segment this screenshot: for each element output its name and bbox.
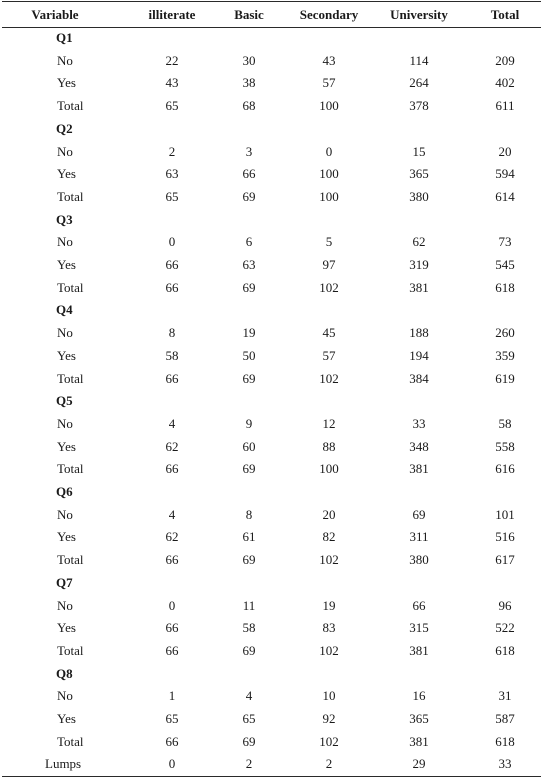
cell-university: 62 <box>412 234 426 250</box>
cell-university: 381 <box>409 461 429 477</box>
cell-university: 264 <box>409 75 429 91</box>
row-label: Yes <box>57 711 76 726</box>
table-row <box>0 685 544 707</box>
table-row <box>0 526 544 548</box>
cell-basic: 19 <box>242 325 256 341</box>
cell-illiterate: 22 <box>165 52 179 68</box>
row-label: No <box>57 415 73 431</box>
header-basic: Basic <box>234 7 264 22</box>
cell-basic: 8 <box>245 506 253 522</box>
group-header-row <box>0 390 544 412</box>
cell-university: 365 <box>409 711 429 726</box>
group-header-row <box>0 572 544 594</box>
group-header-row <box>0 209 544 231</box>
cell-total: 614 <box>495 188 515 204</box>
table-row <box>0 277 544 299</box>
group-label: Q2 <box>56 120 73 136</box>
table-row <box>0 141 544 163</box>
cell-basic: 50 <box>242 347 256 363</box>
cell-basic: 69 <box>242 370 256 386</box>
cell-total: 617 <box>495 552 515 568</box>
cell-total: 73 <box>498 234 512 250</box>
cell-total: 209 <box>495 52 515 68</box>
cell-secondary: 102 <box>319 733 339 749</box>
cell-total: 260 <box>495 325 515 341</box>
cell-university: 380 <box>409 552 429 568</box>
cell-secondary: 10 <box>322 688 336 704</box>
cell-university: 29 <box>412 756 426 772</box>
cell-university: 188 <box>409 325 429 341</box>
cell-secondary: 100 <box>319 98 339 114</box>
cell-total: 359 <box>495 347 515 363</box>
group-label: Q3 <box>56 211 73 227</box>
group-header-row <box>0 299 544 321</box>
table-row <box>0 731 544 753</box>
cell-basic: 69 <box>242 642 256 658</box>
row-label: Total <box>57 279 84 295</box>
cell-secondary: 82 <box>322 529 336 545</box>
table-header-row <box>0 4 544 26</box>
cell-university: 66 <box>412 597 426 613</box>
group-label: Q6 <box>56 484 73 499</box>
cell-total: 545 <box>495 257 515 272</box>
cell-basic: 6 <box>245 234 253 250</box>
cell-secondary: 88 <box>322 438 336 454</box>
row-label: Yes <box>57 166 76 182</box>
cell-total: 619 <box>495 370 515 386</box>
cell-university: 311 <box>409 529 429 545</box>
cell-secondary: 102 <box>319 279 339 295</box>
table-row <box>0 186 544 208</box>
row-label: Yes <box>57 347 76 363</box>
cell-basic: 60 <box>242 438 256 454</box>
row-label: Yes <box>57 529 76 545</box>
cell-basic: 66 <box>242 166 256 182</box>
table-row <box>0 436 544 458</box>
cell-secondary: 43 <box>322 52 336 68</box>
row-label: Total <box>57 461 84 477</box>
lumps-row <box>0 753 544 775</box>
row-label: Lumps <box>45 756 82 772</box>
cell-total: 522 <box>495 620 515 636</box>
cell-secondary: 100 <box>319 166 339 182</box>
row-label: Total <box>57 552 84 568</box>
cell-total: 594 <box>495 166 515 182</box>
cell-illiterate: 66 <box>165 461 179 477</box>
cell-total: 618 <box>495 642 515 658</box>
table-row <box>0 617 544 639</box>
cell-secondary: 12 <box>322 415 336 431</box>
table-row <box>0 504 544 526</box>
cell-illiterate: 4 <box>168 506 176 522</box>
cell-university: 380 <box>409 188 429 204</box>
cell-university: 378 <box>409 98 429 114</box>
table-row <box>0 72 544 94</box>
table-bottom-rule <box>2 776 541 777</box>
table-row <box>0 322 544 344</box>
table-row <box>0 163 544 185</box>
cell-university: 315 <box>409 620 429 636</box>
cell-basic: 11 <box>242 597 256 613</box>
cell-basic: 38 <box>242 75 256 91</box>
cell-illiterate: 66 <box>165 279 179 295</box>
cell-total: 101 <box>495 506 515 522</box>
cell-total: 402 <box>495 75 515 91</box>
cell-basic: 69 <box>242 552 256 568</box>
cell-basic: 58 <box>242 620 256 636</box>
cell-total: 96 <box>498 597 512 613</box>
cell-secondary: 100 <box>319 461 339 477</box>
group-label: Q1 <box>56 30 73 45</box>
row-label: No <box>57 325 73 341</box>
cell-secondary: 5 <box>325 234 333 250</box>
cell-illiterate: 0 <box>168 756 176 772</box>
cell-basic: 63 <box>242 257 256 272</box>
cell-university: 381 <box>409 733 429 749</box>
row-label: Total <box>57 370 84 386</box>
cell-secondary: 45 <box>322 325 336 341</box>
cell-secondary: 57 <box>322 75 336 91</box>
row-label: Total <box>57 98 84 114</box>
cell-university: 15 <box>412 143 426 159</box>
cell-illiterate: 66 <box>165 552 179 568</box>
header-total: Total <box>490 7 520 22</box>
cell-illiterate: 66 <box>165 370 179 386</box>
cell-basic: 3 <box>245 143 253 159</box>
row-label: No <box>57 234 73 250</box>
cell-illiterate: 43 <box>165 75 179 91</box>
table-row <box>0 231 544 253</box>
table-row <box>0 595 544 617</box>
cell-illiterate: 62 <box>165 438 179 454</box>
cell-university: 69 <box>412 506 426 522</box>
cell-secondary: 97 <box>322 257 336 272</box>
cell-illiterate: 0 <box>168 234 176 250</box>
cell-university: 348 <box>409 438 429 454</box>
cell-secondary: 19 <box>322 597 336 613</box>
cell-secondary: 20 <box>322 506 336 522</box>
row-label: No <box>57 52 73 68</box>
cell-illiterate: 4 <box>168 415 176 431</box>
group-header-row <box>0 118 544 140</box>
cell-secondary: 83 <box>322 620 336 636</box>
header-variable: Variable <box>31 7 79 22</box>
table-row <box>0 708 544 730</box>
cell-basic: 4 <box>245 688 253 704</box>
table-row <box>0 549 544 571</box>
cell-illiterate: 66 <box>165 733 179 749</box>
cell-secondary: 0 <box>325 143 333 159</box>
cell-secondary: 102 <box>319 552 339 568</box>
group-label: Q7 <box>56 574 73 590</box>
table-row <box>0 413 544 435</box>
cell-total: 611 <box>495 98 515 114</box>
row-label: Total <box>57 188 84 204</box>
cell-illiterate: 58 <box>165 347 179 363</box>
cell-secondary: 2 <box>325 756 333 772</box>
cell-total: 20 <box>498 143 512 159</box>
cell-basic: 2 <box>245 756 253 772</box>
cell-illiterate: 66 <box>165 642 179 658</box>
row-label: No <box>57 597 73 613</box>
cell-illiterate: 66 <box>165 257 179 272</box>
row-label: Total <box>57 733 84 749</box>
cell-basic: 69 <box>242 733 256 749</box>
row-label: Yes <box>57 620 76 636</box>
cell-total: 616 <box>495 461 515 477</box>
cell-university: 381 <box>409 642 429 658</box>
cell-illiterate: 65 <box>165 98 179 114</box>
cell-basic: 61 <box>242 529 256 545</box>
cell-secondary: 102 <box>319 642 339 658</box>
cell-basic: 69 <box>242 279 256 295</box>
cell-secondary: 92 <box>322 711 336 726</box>
row-label: No <box>57 688 73 704</box>
cell-university: 365 <box>409 166 429 182</box>
row-label: Yes <box>57 75 76 91</box>
table-row <box>0 458 544 480</box>
cell-illiterate: 63 <box>165 166 179 182</box>
cell-total: 587 <box>495 711 515 726</box>
row-label: No <box>57 143 73 159</box>
cell-university: 16 <box>412 688 426 704</box>
cell-university: 114 <box>409 52 429 68</box>
table-row <box>0 640 544 662</box>
cell-basic: 69 <box>242 461 256 477</box>
table-row <box>0 345 544 367</box>
header-secondary: Secondary <box>299 7 359 22</box>
row-label: Yes <box>57 438 76 454</box>
cell-total: 558 <box>495 438 515 454</box>
group-label: Q4 <box>56 302 73 318</box>
cell-illiterate: 65 <box>165 188 179 204</box>
table-row <box>0 368 544 390</box>
cell-secondary: 100 <box>319 188 339 204</box>
group-label: Q8 <box>56 665 73 681</box>
cell-university: 381 <box>409 279 429 295</box>
header-illiterate: illiterate <box>148 7 196 22</box>
cell-university: 33 <box>412 415 426 431</box>
cell-illiterate: 65 <box>165 711 179 726</box>
header-university: University <box>390 7 448 22</box>
cell-total: 618 <box>495 279 515 295</box>
cell-basic: 69 <box>242 188 256 204</box>
cell-illiterate: 1 <box>168 688 176 704</box>
cell-illiterate: 66 <box>165 620 179 636</box>
cell-university: 384 <box>409 370 429 386</box>
cell-illiterate: 2 <box>168 143 176 159</box>
group-header-row <box>0 481 544 503</box>
cell-basic: 68 <box>242 98 256 114</box>
cell-illiterate: 8 <box>168 325 176 341</box>
group-header-row <box>0 27 544 49</box>
cell-total: 33 <box>498 756 512 772</box>
table-row <box>0 254 544 276</box>
cell-university: 194 <box>409 347 429 363</box>
cell-total: 618 <box>495 733 515 749</box>
group-header-row <box>0 663 544 685</box>
row-label: Total <box>57 642 84 658</box>
cell-secondary: 57 <box>322 347 336 363</box>
cell-basic: 65 <box>242 711 256 726</box>
table-top-rule <box>2 1 541 2</box>
table-row <box>0 50 544 72</box>
cell-illiterate: 62 <box>165 529 179 545</box>
cell-total: 516 <box>495 529 515 545</box>
cell-total: 31 <box>498 688 512 704</box>
cell-illiterate: 0 <box>168 597 176 613</box>
group-label: Q5 <box>56 393 73 409</box>
cell-secondary: 102 <box>319 370 339 386</box>
cell-university: 319 <box>409 257 429 272</box>
row-label: No <box>57 506 73 522</box>
table-row <box>0 95 544 117</box>
row-label: Yes <box>57 257 76 272</box>
cell-basic: 30 <box>242 52 256 68</box>
cell-basic: 9 <box>245 415 253 431</box>
cell-total: 58 <box>498 415 512 431</box>
